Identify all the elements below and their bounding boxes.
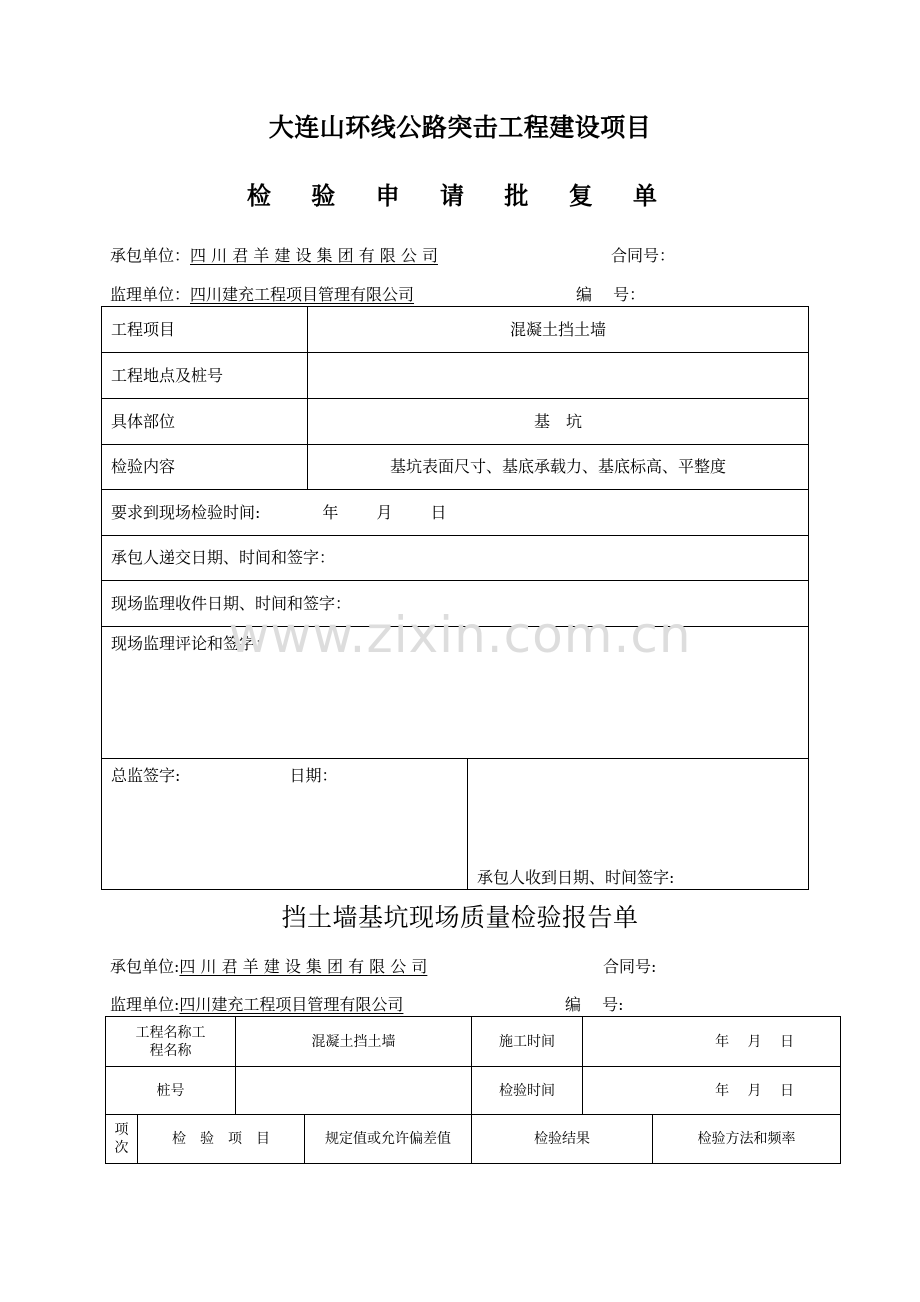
inspection-time-label: 要求到现场检验时间: — [111, 502, 261, 522]
report-contractor-value: 四 川 君 羊 建 设 集 团 有 限 公 司 — [179, 957, 428, 976]
item-no-line2: 次 — [114, 1140, 129, 1156]
project-value: 混凝土挡土墙 — [307, 306, 809, 353]
item-no-header — [105, 1114, 138, 1164]
item-no-line1: 项 — [114, 1122, 129, 1138]
location-label: 工程地点及桩号 — [101, 352, 308, 399]
part-value: 基 坑 — [307, 398, 809, 445]
contractor-line — [110, 243, 438, 266]
report-contractor-line — [110, 954, 427, 977]
project-name-label-line1: 工程名称工 — [135, 1024, 206, 1041]
contract-no-label: 合同号： — [611, 246, 676, 265]
supervisor-value: 四川建充工程项目管理有限公司 — [190, 285, 415, 304]
chief-signature-cell — [101, 758, 468, 890]
contractor-receipt: 承包人收到日期、时间签字: — [467, 758, 809, 890]
method-frequency-header: 检验方法和频率 — [652, 1114, 841, 1164]
inspection-result-header: 检验结果 — [471, 1114, 653, 1164]
serial-no-label: 编 号： — [576, 285, 646, 304]
content-value: 基坑表面尺寸、基底承载力、基底标高、平整度 — [307, 444, 809, 490]
contractor-submit: 承包人递交日期、时间和签字： — [101, 535, 809, 581]
chief-signature-label: 总监签字: — [111, 766, 181, 785]
construction-time-label: 施工时间 — [471, 1016, 583, 1067]
construction-date: 年 月 日 — [582, 1016, 841, 1067]
project-label: 工程项目 — [101, 306, 308, 353]
contractor-value: 四 川 君 羊 建 设 集 团 有 限 公 司 — [190, 246, 438, 265]
project-name-value: 混凝土挡土墙 — [235, 1016, 472, 1067]
supervisor-label: 监理单位： — [110, 285, 191, 304]
inspection-time-row — [101, 489, 809, 536]
date-label: 日期： — [289, 766, 338, 785]
contractor-label: 承包单位： — [110, 246, 191, 265]
report-contract-no-label: 合同号: — [603, 957, 657, 976]
specified-value-header: 规定值或允许偏差值 — [304, 1114, 472, 1164]
inspection-date: 年 月 日 — [582, 1066, 841, 1115]
part-label: 具体部位 — [101, 398, 308, 445]
station-value — [235, 1066, 472, 1115]
inspection-item-header: 检 验 项 目 — [137, 1114, 305, 1164]
report-supervisor-line — [110, 992, 403, 1015]
watermark: www.zixin.com.cn — [228, 606, 692, 664]
report-supervisor-value: 四川建充工程项目管理有限公司 — [179, 995, 404, 1014]
report-title: 挡土墙基坑现场质量检验报告单 — [281, 903, 639, 932]
form-title: 大连山环线公路突击工程建设项目 — [268, 113, 652, 142]
site-receipt: 现场监理收件日期、时间和签字： — [101, 580, 809, 627]
station-label: 桩号 — [105, 1066, 236, 1115]
location-value — [307, 352, 809, 399]
supervisor-line — [110, 282, 414, 305]
report-supervisor-label: 监理单位: — [110, 995, 180, 1014]
site-comment: 现场监理评论和签字： — [101, 626, 809, 759]
inspection-day: 日 — [430, 502, 447, 522]
project-name-label — [105, 1016, 236, 1067]
inspection-month: 月 — [376, 502, 393, 522]
report-serial-no-label: 编 号: — [565, 995, 624, 1014]
content-label: 检验内容 — [101, 444, 308, 490]
inspection-year: 年 — [322, 502, 339, 522]
report-contractor-label: 承包单位: — [110, 957, 180, 976]
project-name-label-line2: 程名称 — [149, 1042, 192, 1059]
inspection-time-label: 检验时间 — [471, 1066, 583, 1115]
form-subtitle: 检 验 申 请 批 复 单 — [246, 182, 674, 210]
